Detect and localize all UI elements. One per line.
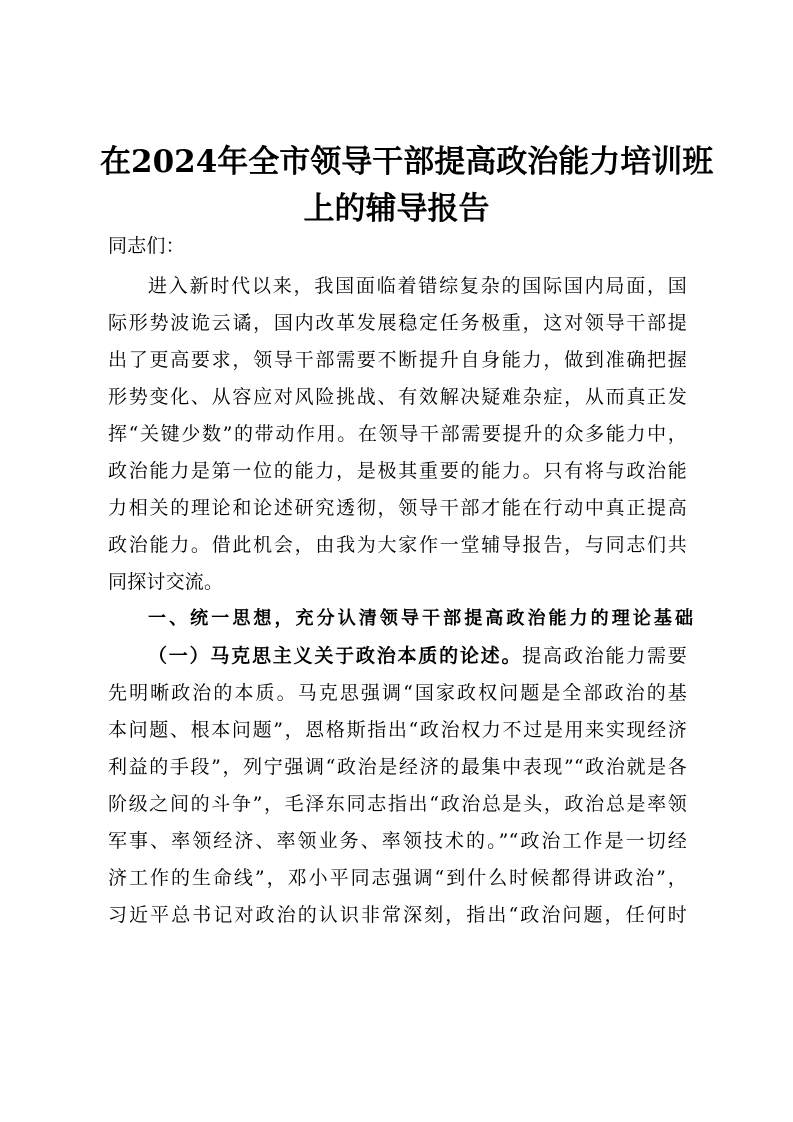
subsection-1-line: 习近平总书记对政治的认识非常深刻，指出“政治问题，任何时 — [108, 904, 687, 926]
subsection-1-first-line-rest: 提高政治能力需要 — [522, 645, 687, 667]
document-title-line-2: 上的辅导报告 — [303, 191, 490, 227]
intro-line: 形势变化、从容应对风险挑战、有效解决疑难杂症，从而真正发 — [108, 386, 687, 408]
intro-line: 进入新时代以来，我国面临着错综复杂的国际国内局面，国 — [148, 275, 687, 297]
subsection-1-line: 阶级之间的斗争”，毛泽东同志指出“政治总是头，政治总是率领 — [108, 793, 687, 815]
subsection-1-line: 先明晰政治的本质。马克思强调“国家政权问题是全部政治的基 — [108, 682, 687, 704]
intro-line: 挥“关键少数”的带动作用。在领导干部需要提升的众多能力中， — [108, 423, 687, 445]
intro-line: 政治能力。借此机会，由我为大家作一堂辅导报告，与同志们共 — [108, 534, 687, 556]
subsection-1-first-line — [148, 643, 687, 669]
subsection-1-heading: （一）马克思主义关于政治本质的论述。 — [148, 645, 523, 667]
intro-line: 同探讨交流。 — [108, 571, 224, 593]
intro-line: 际形势波诡云谲，国内改革发展稳定任务极重，这对领导干部提 — [108, 312, 687, 334]
subsection-1-line: 济工作的生命线”，邓小平同志强调“到什么时候都得讲政治”， — [108, 867, 687, 889]
salutation: 同志们： — [108, 235, 185, 257]
section-1-heading: 一、统一思想，充分认清领导干部提高政治能力的理论基础 — [148, 608, 693, 629]
subsection-1-line: 本问题、根本问题”，恩格斯指出“政治权力不过是用来实现经济 — [108, 719, 687, 741]
intro-line: 出了更高要求，领导干部需要不断提升自身能力，做到准确把握 — [108, 349, 687, 371]
subsection-1-line: 利益的手段”，列宁强调“政治是经济的最集中表现”“政治就是各 — [108, 756, 687, 778]
document-title-line-1: 在2024年全市领导干部提高政治能力培训班 — [100, 144, 714, 180]
intro-line: 政治能力是第一位的能力，是极其重要的能力。只有将与政治能 — [108, 460, 687, 482]
intro-line: 力相关的理论和论述研究透彻，领导干部才能在行动中真正提高 — [108, 497, 687, 519]
subsection-1-line: 军事、率领经济、率领业务、率领技术的。”“政治工作是一切经 — [108, 830, 687, 852]
